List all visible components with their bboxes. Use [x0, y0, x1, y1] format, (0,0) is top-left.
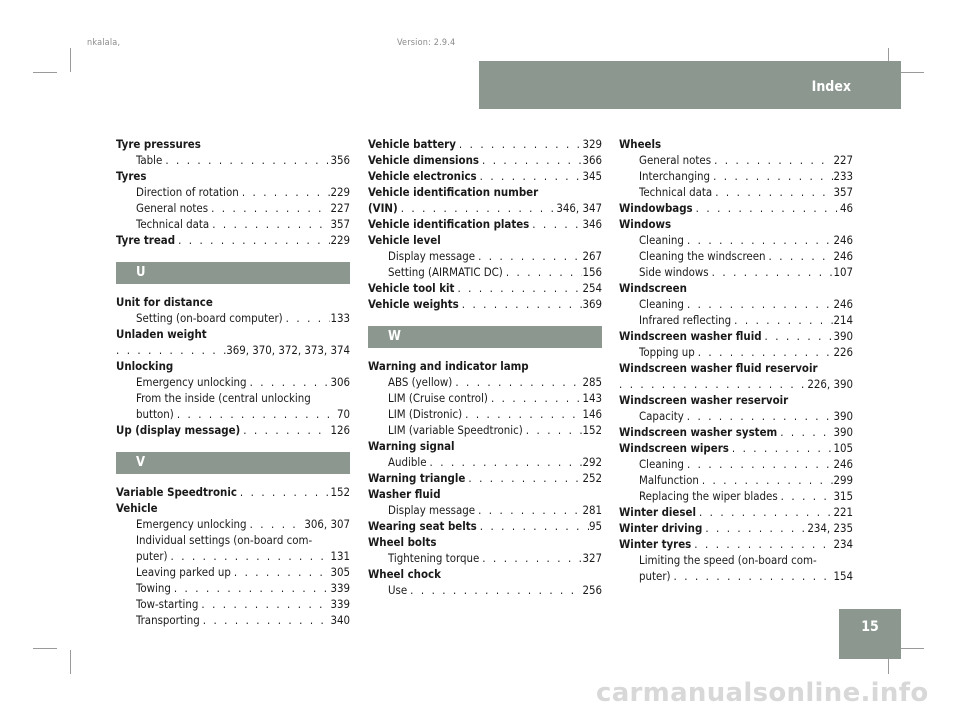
index-heading: Wheels: [619, 137, 662, 151]
index-entry: Winter diesel . . . 221: [619, 504, 853, 520]
index-entry: General notes . . . 227: [619, 152, 853, 168]
index-heading: Vehicle identification number: [368, 185, 539, 199]
index-entry: Cleaning . . . 246: [619, 296, 853, 312]
index-entry: Display message . . . 267: [368, 248, 602, 264]
index-entry: Tyre tread . . . 229: [116, 232, 350, 248]
index-entry: Infrared reflecting . . . 214: [619, 312, 853, 328]
index-entry: Vehicle weights . . . 369: [368, 296, 602, 312]
index-entry: Cleaning the windscreen . . . 246: [619, 248, 853, 264]
index-entry: Vehicle battery . . . 329: [368, 136, 602, 152]
index-heading: Warning and indicator lamp: [368, 359, 529, 373]
index-column-1: [116, 136, 350, 628]
section-letter-v: V: [116, 452, 350, 474]
crop-mark: [70, 650, 71, 674]
index-entry: Technical data . . . 357: [116, 216, 350, 232]
index-entry: Replacing the wiper blades . . . 315: [619, 488, 853, 504]
index-heading: Windscreen: [619, 281, 687, 295]
index-entry: Variable Speedtronic . . . 152: [116, 484, 350, 500]
index-entry: Tightening torque . . . 327: [368, 550, 602, 566]
crop-mark: [900, 648, 924, 649]
index-entry: Direction of rotation . . . 229: [116, 184, 350, 200]
index-entry: Side windows . . . 107: [619, 264, 853, 280]
index-entry: button) . . . 70: [116, 406, 350, 422]
index-entry: Winter driving . . . 234, 235: [619, 520, 853, 536]
index-entry: Display message . . . 281: [368, 502, 602, 518]
index-entry: Emergency unlocking . . . 306, 307: [116, 516, 350, 532]
index-heading: Warning signal: [368, 439, 455, 453]
index-entry: puter) . . . 154: [619, 568, 853, 584]
index-entry: Vehicle identification plates . . . 346: [368, 216, 602, 232]
index-entry: LIM (Cruise control) . . . 143: [368, 390, 602, 406]
meta-version: Version: 2.9.4: [397, 38, 456, 48]
index-entry: Cleaning . . . 246: [619, 232, 853, 248]
index-entry: . . . 369, 370, 372, 373, 374: [116, 342, 350, 358]
index-entry: . . . 226, 390: [619, 376, 853, 392]
index-entry: puter) . . . 131: [116, 548, 350, 564]
section-letter-w: W: [368, 326, 602, 348]
index-entry: Interchanging . . . 233: [619, 168, 853, 184]
index-heading: Unlocking: [116, 359, 174, 373]
index-heading: Windows: [619, 217, 672, 231]
index-heading: Unit for distance: [116, 295, 213, 309]
page-title: Index: [811, 79, 851, 95]
index-entry: Windscreen washer fluid . . . 390: [619, 328, 853, 344]
header-band: [479, 61, 901, 109]
index-entry: LIM (variable Speedtronic) . . . 152: [368, 422, 602, 438]
index-entry: Cleaning . . . 246: [619, 456, 853, 472]
index-column-3: [619, 136, 853, 584]
index-entry: Emergency unlocking . . . 306: [116, 374, 350, 390]
index-entry: Setting (AIRMATIC DC) . . . 156: [368, 264, 602, 280]
index-heading: Windscreen washer reservoir: [619, 393, 789, 407]
index-entry: Winter tyres . . . 234: [619, 536, 853, 552]
crop-mark: [900, 72, 924, 73]
page-number: 15: [861, 619, 879, 635]
crop-mark: [70, 48, 71, 72]
index-entry: Up (display message) . . . 126: [116, 422, 350, 438]
index-entry: ABS (yellow) . . . 285: [368, 374, 602, 390]
index-entry: From the inside (central unlocking: [136, 391, 311, 405]
index-entry: Tow-starting . . . 339: [116, 596, 350, 612]
index-heading: Windscreen washer fluid reservoir: [619, 361, 818, 375]
index-heading: Washer fluid: [368, 487, 441, 501]
index-heading: Vehicle level: [368, 233, 441, 247]
index-entry: Vehicle tool kit . . . 254: [368, 280, 602, 296]
index-entry: Setting (on-board computer) . . . 133: [116, 310, 350, 326]
page-number-box: [839, 609, 901, 659]
index-entry: Vehicle electronics . . . 345: [368, 168, 602, 184]
index-entry: LIM (Distronic) . . . 146: [368, 406, 602, 422]
index-entry: Capacity . . . 390: [619, 408, 853, 424]
index-entry: Wearing seat belts . . . 95: [368, 518, 602, 534]
index-entry: Windscreen wipers . . . 105: [619, 440, 853, 456]
index-entry: Vehicle dimensions . . . 366: [368, 152, 602, 168]
index-entry: Limiting the speed (on-board com-: [639, 553, 817, 567]
index-entry: Malfunction . . . 299: [619, 472, 853, 488]
index-entry: Technical data . . . 357: [619, 184, 853, 200]
index-entry: Leaving parked up . . . 305: [116, 564, 350, 580]
watermark: carmanualsonline.info: [596, 678, 929, 708]
index-entry: Topping up . . . 226: [619, 344, 853, 360]
index-heading: Tyre pressures: [116, 137, 201, 151]
index-entry: (VIN) . . . 346, 347: [368, 200, 602, 216]
index-heading: Unladen weight: [116, 327, 207, 341]
index-entry: Windscreen washer system . . . 390: [619, 424, 853, 440]
section-letter-u: U: [116, 262, 350, 284]
index-heading: Wheel chock: [368, 567, 441, 581]
index-entry: Use . . . 256: [368, 582, 602, 598]
index-column-2: [368, 136, 602, 598]
crop-mark: [33, 648, 57, 649]
index-heading: Tyres: [116, 169, 147, 183]
index-entry: Warning triangle . . . 252: [368, 470, 602, 486]
index-heading: Vehicle: [116, 501, 158, 515]
index-entry: Windowbags . . . 46: [619, 200, 853, 216]
index-entry: Audible . . . 292: [368, 454, 602, 470]
index-heading: Wheel bolts: [368, 535, 437, 549]
index-entry: Individual settings (on-board com-: [136, 533, 313, 547]
index-entry: Towing . . . 339: [116, 580, 350, 596]
index-entry: Transporting . . . 340: [116, 612, 350, 628]
index-entry: Table . . . 356: [116, 152, 350, 168]
meta-left: nkalala,: [87, 38, 121, 48]
index-entry: General notes . . . 227: [116, 200, 350, 216]
crop-mark: [33, 72, 57, 73]
